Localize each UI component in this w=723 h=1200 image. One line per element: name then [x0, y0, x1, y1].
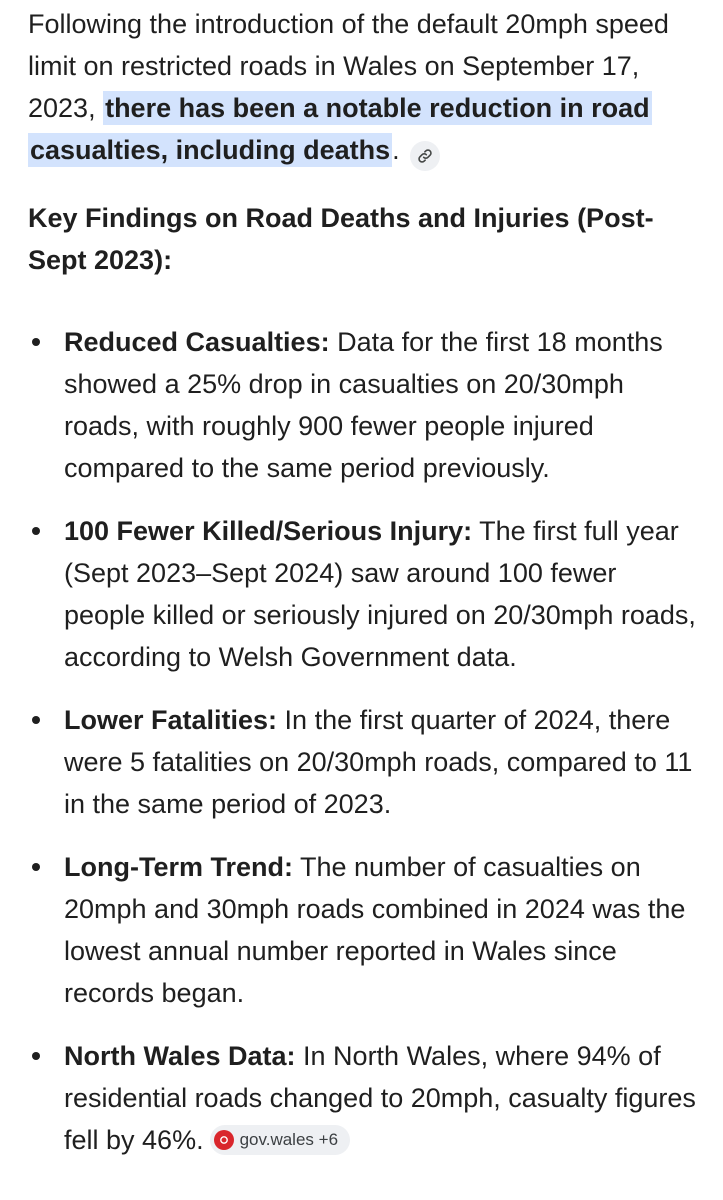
list-item [28, 1035, 703, 1161]
highlighted-claim[interactable]: there has been a notable reduction in road casualties, including deaths [30, 93, 650, 165]
list-item [28, 846, 703, 1014]
bullet-icon [32, 527, 40, 535]
link-icon [417, 148, 433, 164]
list-item [28, 510, 703, 678]
response-content [28, 0, 703, 1182]
source-chip-button[interactable] [210, 1125, 350, 1155]
finding-lead: 100 Fewer Killed/Serious Injury: [64, 516, 473, 546]
intro-trailing: . [392, 135, 400, 165]
bullet-icon [32, 716, 40, 724]
intro-paragraph [28, 0, 703, 171]
finding-text: In North Wales, where 94% of residential roads changed to 20mph, casualty figures fell by 46%. [64, 1041, 696, 1155]
finding-lead: Lower Fatalities: [64, 705, 278, 735]
findings-heading: Key Findings on Road Deaths and Injuries (Post-Sept 2023): [28, 203, 654, 275]
gov-wales-favicon-icon [214, 1130, 234, 1150]
finding-lead: North Wales Data: [64, 1041, 296, 1071]
bullet-icon [32, 863, 40, 871]
finding-text: Data for the first 18 months showed a 25% drop in casualties on 20/30mph roads, with roughly 900 fewer people injured compared to the same period previously. [64, 327, 663, 483]
finding-text: In the first quarter of 2024, there were 5 fatalities on 20/30mph roads, compared to 11 in the same period of 2023. [64, 705, 693, 819]
finding-text: The number of casualties on 20mph and 30mph roads combined in 2024 was the lowest annual number reported in Wales since records began. [64, 852, 686, 1008]
source-link-button[interactable] [410, 141, 440, 171]
finding-text: The first full year (Sept 2023–Sept 2024) saw around 100 fewer people killed or seriously injured on 20/30mph roads, according to Welsh Government data. [64, 516, 696, 672]
list-item [28, 699, 703, 825]
bullet-icon [32, 338, 40, 346]
intro-text: Following the introduction of the default 20mph speed limit on restricted roads in Wales on September 17, 2023, [28, 9, 669, 123]
finding-lead: Long-Term Trend: [64, 852, 293, 882]
findings-list [28, 321, 703, 1161]
bullet-icon [32, 1052, 40, 1060]
list-item [28, 321, 703, 489]
source-chip-label: gov.wales +6 [239, 1130, 339, 1149]
finding-lead: Reduced Casualties: [64, 327, 330, 357]
